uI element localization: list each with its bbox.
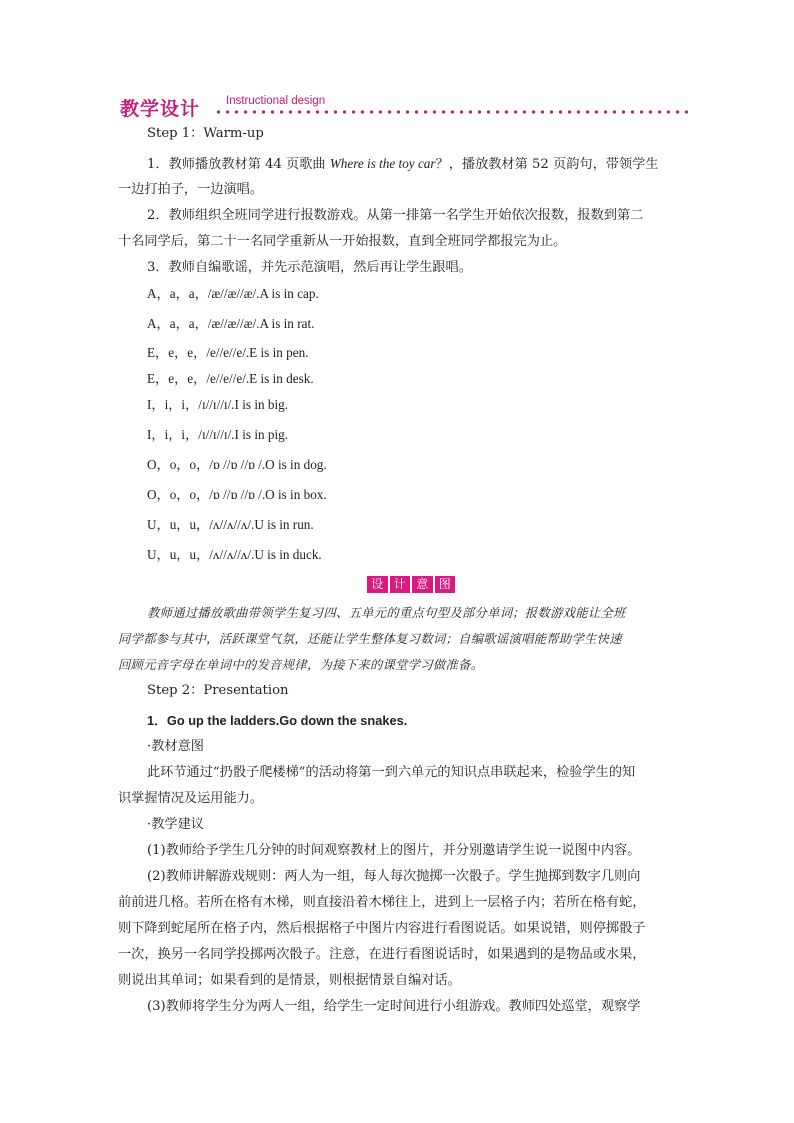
suggestion-2-cont: 则下降到蛇尾所在格子内，然后根据格子中图片内容进行看图说话。如果说错，则停掷骰子 [118, 921, 646, 936]
chant-line: A，a，a，/æ//æ//æ/.A is in cap. [147, 286, 319, 301]
section-materials-intent: ·教材意图 [147, 739, 204, 754]
step1-p1-text-b: ？，播放教材第 52 页韵句，带领学生 [435, 157, 659, 172]
chant-line: I，i，i，/ɪ//ɪ//ɪ/.I is in pig. [147, 427, 289, 442]
chant-line: A，a，a，/æ//æ//æ/.A is in rat. [147, 316, 315, 331]
chant-line: E，e，e，/e//e//e/.E is in pen. [147, 345, 309, 360]
step1-paragraph-2: 2．教师组织全班同学进行报数游戏。从第一排第一名学生开始依次报数，报数到第二 [147, 208, 644, 223]
step1-paragraph-2-cont: 十名同学后，第二十一名同学重新从一开始报数，直到全班同学都报完为止。 [118, 234, 567, 249]
suggestion-2-cont: 前前进几格。若所在格有木梯，则直接沿着木梯往上，进到上一层格子内；若所在格有蛇， [118, 895, 646, 910]
header-title: 教学设计 [120, 98, 201, 120]
suggestion-2: (2)教师讲解游戏规则：两人为一组，每人每次抛掷一次骰子。学生抛掷到数字几则向 [147, 869, 641, 884]
intent-line: 回顾元音字母在单词中的发音规律，为接下来的课堂学习做准备。 [118, 658, 484, 672]
activity-title: 1．Go up the ladders.Go down the snakes. [147, 713, 408, 728]
chant-line: O，o，o，/ɒ //ɒ //ɒ /.O is in dog. [147, 457, 327, 472]
step1-paragraph-1 [147, 155, 659, 173]
section-teaching-suggestions: ·教学建议 [147, 817, 204, 832]
suggestion-2-cont: 一次，换另一名同学投掷两次骰子。注意，在进行看图说话时，如果遇到的是物品或水果， [118, 947, 646, 962]
badge-char: 意 [412, 576, 433, 593]
materials-intent-text-cont: 识掌握情况及运用能力。 [118, 791, 264, 806]
chant-line: I，i，i，/ɪ//ɪ//ɪ/.I is in big. [147, 397, 289, 412]
suggestion-2-cont: 则说出其单词；如果看到的是情景，则根据情景自编对话。 [118, 973, 461, 988]
step1-heading: Step 1：Warm-up [147, 126, 264, 141]
intent-line: 教师通过播放歌曲带领学生复习四、五单元的重点句型及部分单词；报数游戏能让全班 [147, 606, 626, 620]
chant-line: O，o，o，/ɒ //ɒ //ɒ /.O is in box. [147, 487, 327, 502]
materials-intent-text: 此环节通过“扔骰子爬楼梯”的活动将第一到六单元的知识点串联起来，检验学生的知 [147, 765, 636, 780]
badge-char: 计 [390, 576, 411, 593]
badge-char: 图 [435, 576, 456, 593]
chant-line: U，u，u，/ʌ//ʌ//ʌ/.U is in duck. [147, 547, 322, 562]
step1-paragraph-1-cont: 一边打拍子，一边演唱。 [118, 182, 264, 197]
step1-p1-text-a: 1．教师播放教材第 44 页歌曲 [147, 157, 330, 172]
suggestion-1: (1)教师给予学生几分钟的时间观察教材上的图片，并分别邀请学生说一说图中内容。 [147, 843, 641, 858]
design-intent-badge [367, 576, 455, 593]
suggestion-3: (3)教师将学生分为两人一组，给学生一定时间进行小组游戏。教师四处巡堂，观察学 [147, 999, 641, 1014]
chant-line: U，u，u，/ʌ//ʌ//ʌ/.U is in run. [147, 517, 314, 532]
header-subtitle: Instructional design [226, 95, 326, 107]
header-dotted-rule [214, 110, 688, 114]
intent-line: 同学都参与其中，活跃课堂气氛，还能让学生整体复习数词；自编歌谣演唱能帮助学生快速 [118, 632, 622, 646]
badge-char: 设 [367, 576, 388, 593]
step1-paragraph-3: 3．教师自编歌谣，并先示范演唱，然后再让学生跟唱。 [147, 260, 472, 275]
chant-line: E，e，e，/e//e//e/.E is in desk. [147, 371, 314, 386]
song-title: Where is the toy car [329, 156, 436, 171]
step2-heading: Step 2：Presentation [147, 683, 289, 698]
section-header [118, 92, 688, 122]
